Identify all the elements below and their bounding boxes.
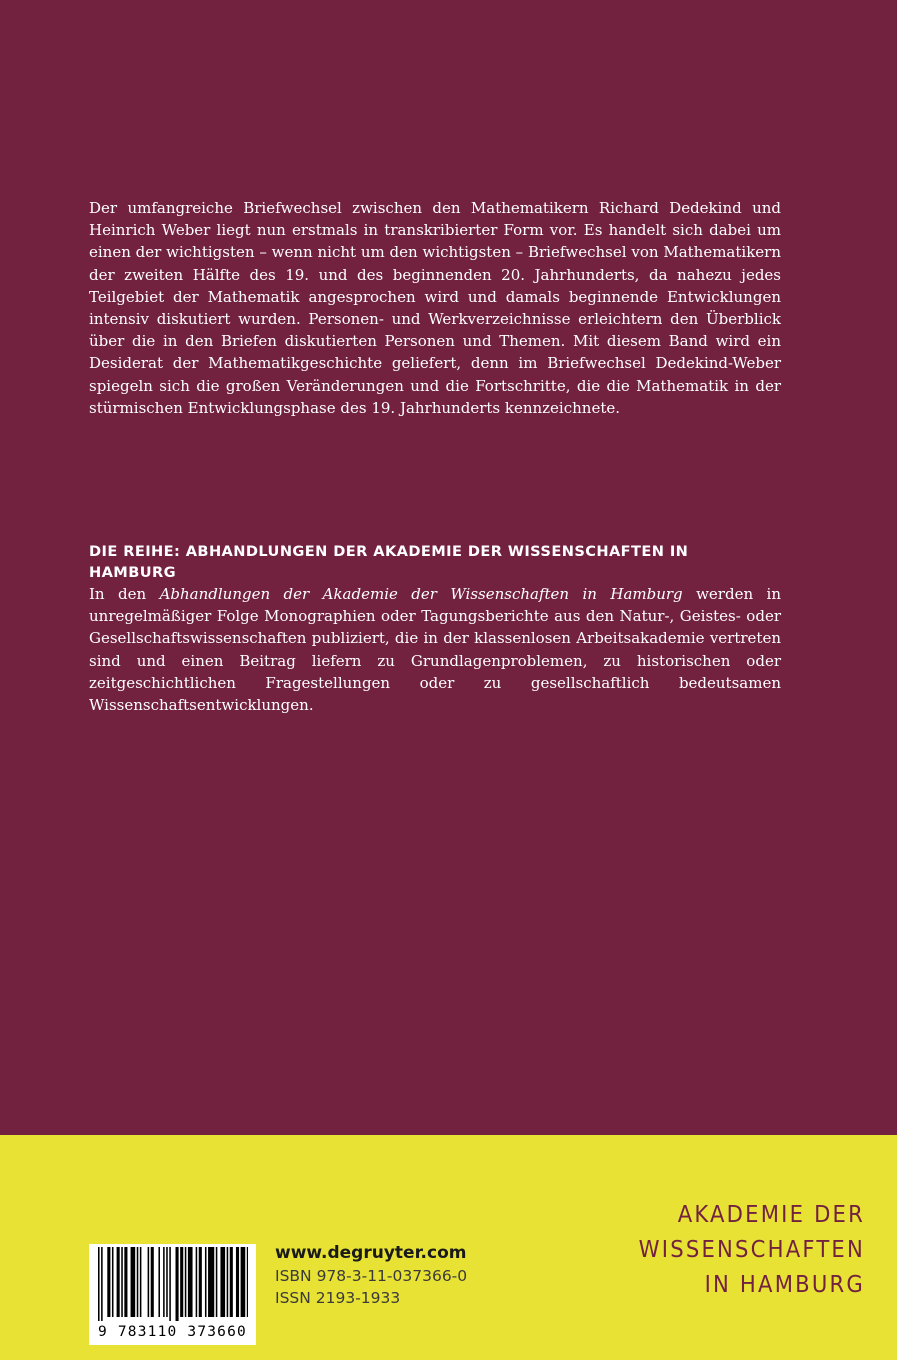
series-title: Abhandlungen der Akademie der Wissenschaften in Hamburg (159, 585, 683, 603)
issn: ISSN 2193-1933 (275, 1289, 401, 1307)
barcode-bar-15 (169, 1247, 171, 1321)
barcode-bar-3 (112, 1247, 114, 1317)
barcode-bar-18 (185, 1247, 187, 1317)
barcode-bar-21 (199, 1247, 202, 1317)
barcode-bars (97, 1247, 248, 1321)
barcode-bar-29 (241, 1247, 246, 1317)
barcode-bar-24 (216, 1247, 218, 1317)
barcode-bar-9 (140, 1247, 142, 1317)
series-description (89, 583, 781, 716)
barcode-bar-11 (151, 1247, 154, 1317)
publisher-url[interactable]: www.degruyter.com (275, 1243, 467, 1263)
barcode-bar-4 (117, 1247, 120, 1317)
academy-logo-line-1: AKADEMIE DER (677, 1200, 865, 1228)
series-heading: DIE REIHE: ABHANDLUNGEN DER AKADEMIE DER WISSENSCHAFTEN IN HAMBURG (89, 543, 689, 581)
barcode-bar-30 (247, 1247, 248, 1317)
barcode-bar-22 (205, 1247, 207, 1317)
blurb-text: Der umfangreiche Briefwechsel zwischen den Mathematikern Richard Dedekind und Heinrich Weber liegt nun erstmals in transkribierter Form vor. Es handelt sich dabei um einen der wichtigsten – wenn nicht um den wichtigsten – Briefwechsel von Mathematikern der zweiten Hälfte des 19. und des beginnenden 20. Jahrhunderts, da nahezu jedes Teilgebiet der Mathematik angesprochen wird und damals beginnende Entwicklungen intensiv diskutiert wurden. Personen- und Werkverzeichnisse erleichtern den Überblick über die in den Briefen diskutierten Personen und Themen. Mit diesem Band wird ein Desiderat der Mathematikgeschichte geliefert, denn im Briefwechsel Dedekind-Weber spiegeln sich die großen Veränderungen und die Fortschritte, die die Mathematik in der stürmischen Entwicklungsphase des 19. Jahrhunderts kennzeichnete. (89, 199, 781, 417)
barcode (89, 1244, 256, 1345)
barcode-bar-27 (230, 1247, 233, 1317)
publisher-info (275, 1241, 467, 1309)
barcode-bar-16 (176, 1247, 179, 1321)
academy-logo-line-2: WISSENSCHAFTEN (638, 1235, 865, 1263)
barcode-bar-28 (236, 1247, 239, 1317)
barcode-bar-25 (220, 1247, 225, 1317)
barcode-bar-5 (121, 1247, 123, 1317)
barcode-bar-0 (98, 1247, 100, 1321)
barcode-bar-12 (158, 1247, 160, 1317)
barcode-bar-19 (188, 1247, 193, 1317)
barcode-bar-8 (137, 1247, 139, 1317)
series-section (89, 541, 781, 716)
barcode-bar-10 (148, 1247, 150, 1317)
barcode-bar-6 (124, 1247, 127, 1317)
barcode-bar-17 (180, 1247, 183, 1317)
barcode-bar-26 (227, 1247, 229, 1317)
isbn: ISBN 978-3-11-037366-0 (275, 1267, 468, 1285)
academy-logo-line-3: IN HAMBURG (704, 1270, 865, 1298)
barcode-bar-20 (196, 1247, 198, 1317)
barcode-bar-23 (208, 1247, 214, 1317)
series-text-after: werden in unregelmäßiger Folge Monographien oder Tagungsberichte aus den Natur-, Geistes- oder Gesellschaftswissenschaften publiziert, die in der klassenlosen Arbeitsakademie vertreten sind und einen Beitrag liefern zu Grundlagenproblemen, zu historischen oder zeitgeschichtlichen Fragestellungen oder zu gesellschaftlich bedeutsamen Wissenschaftsentwicklungen. (89, 585, 782, 715)
barcode-bar-2 (107, 1247, 110, 1317)
barcode-bar-13 (163, 1247, 165, 1317)
barcode-bar-14 (166, 1247, 168, 1317)
barcode-digits: 9 783110 373660 (98, 1324, 247, 1340)
series-text-before: In den (89, 585, 160, 603)
barcode-bar-1 (101, 1247, 103, 1321)
academy-logo (639, 1197, 865, 1302)
barcode-bar-7 (131, 1247, 136, 1317)
